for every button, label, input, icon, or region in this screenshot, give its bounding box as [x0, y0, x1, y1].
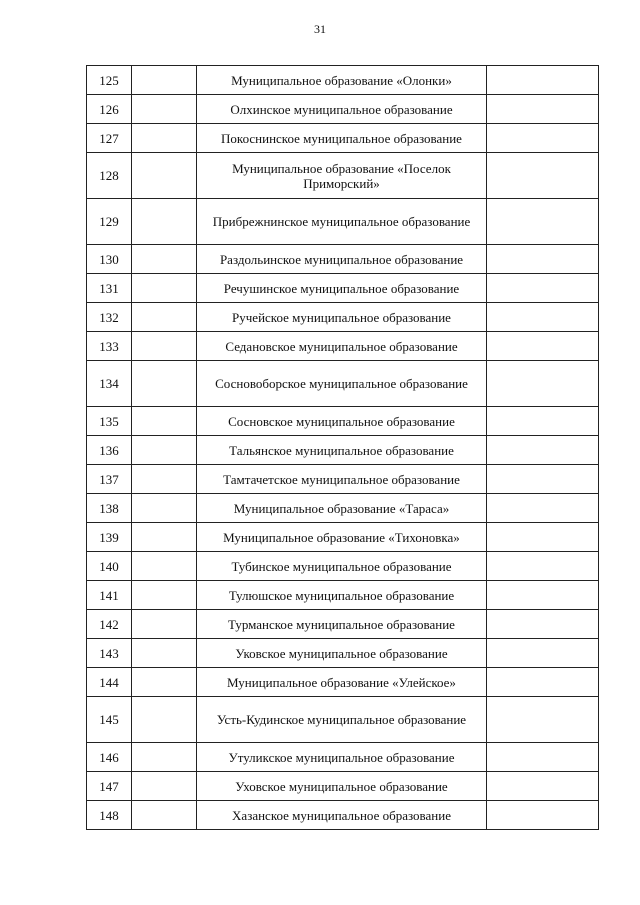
table-body [87, 66, 599, 830]
row-number-cell: 146 [87, 743, 132, 772]
municipality-name-cell: Муниципальное образование «Олонки» [197, 66, 487, 95]
municipality-name-cell: Муниципальное образование «Тараса» [197, 494, 487, 523]
row-number-cell: 147 [87, 772, 132, 801]
table-row [87, 245, 599, 274]
empty-cell [487, 199, 599, 245]
empty-cell [132, 494, 197, 523]
table-row [87, 303, 599, 332]
row-number-cell: 144 [87, 668, 132, 697]
table-row [87, 743, 599, 772]
table-row [87, 772, 599, 801]
empty-cell [132, 332, 197, 361]
empty-cell [487, 581, 599, 610]
empty-cell [132, 639, 197, 668]
row-number-cell: 136 [87, 436, 132, 465]
municipality-name-cell: Олхинское муниципальное образование [197, 95, 487, 124]
municipality-name-cell: Сосновоборское муниципальное образование [197, 361, 487, 407]
empty-cell [132, 801, 197, 830]
table-row [87, 801, 599, 830]
table-row [87, 581, 599, 610]
row-number-cell: 127 [87, 124, 132, 153]
empty-cell [132, 610, 197, 639]
row-number-cell: 126 [87, 95, 132, 124]
municipality-name-cell: Тубинское муниципальное образование [197, 552, 487, 581]
municipality-name-cell: Прибрежнинское муниципальное образование [197, 199, 487, 245]
empty-cell [487, 124, 599, 153]
row-number-cell: 133 [87, 332, 132, 361]
municipality-name-cell: Хазанское муниципальное образование [197, 801, 487, 830]
table-row [87, 668, 599, 697]
table-row [87, 361, 599, 407]
municipality-name-cell: Утуликское муниципальное образование [197, 743, 487, 772]
municipality-name-cell: Усть-Кудинское муниципальное образование [197, 697, 487, 743]
empty-cell [132, 436, 197, 465]
row-number-cell: 134 [87, 361, 132, 407]
row-number-cell: 145 [87, 697, 132, 743]
municipality-name-cell: Тулюшское муниципальное образование [197, 581, 487, 610]
empty-cell [132, 581, 197, 610]
empty-cell [132, 66, 197, 95]
table-row [87, 494, 599, 523]
row-number-cell: 138 [87, 494, 132, 523]
page-number: 31 [314, 22, 326, 36]
empty-cell [487, 743, 599, 772]
table-row [87, 697, 599, 743]
table-row [87, 610, 599, 639]
empty-cell [487, 639, 599, 668]
empty-cell [132, 465, 197, 494]
row-number-cell: 139 [87, 523, 132, 552]
municipality-name-cell: Тамтачетское муниципальное образование [197, 465, 487, 494]
municipality-name-cell: Раздольинское муниципальное образование [197, 245, 487, 274]
municipality-name-cell: Ручейское муниципальное образование [197, 303, 487, 332]
row-number-cell: 143 [87, 639, 132, 668]
empty-cell [487, 407, 599, 436]
table-row [87, 523, 599, 552]
empty-cell [487, 552, 599, 581]
empty-cell [132, 153, 197, 199]
empty-cell [487, 697, 599, 743]
empty-cell [132, 124, 197, 153]
empty-cell [487, 801, 599, 830]
empty-cell [132, 199, 197, 245]
municipality-name-cell: Тальянское муниципальное образование [197, 436, 487, 465]
municipality-name-cell: Муниципальное образование «Тихоновка» [197, 523, 487, 552]
empty-cell [132, 523, 197, 552]
row-number-cell: 148 [87, 801, 132, 830]
row-number-cell: 125 [87, 66, 132, 95]
municipality-name-cell: Сосновское муниципальное образование [197, 407, 487, 436]
row-number-cell: 132 [87, 303, 132, 332]
table-row [87, 436, 599, 465]
municipality-name-cell: Муниципальное образование «Поселок Приморский» [197, 153, 487, 199]
municipality-name-cell: Покоснинское муниципальное образование [197, 124, 487, 153]
empty-cell [487, 332, 599, 361]
row-number-cell: 131 [87, 274, 132, 303]
table-row [87, 124, 599, 153]
municipalities-table [86, 65, 599, 830]
table-row [87, 465, 599, 494]
empty-cell [487, 610, 599, 639]
table-row [87, 153, 599, 199]
table-row [87, 407, 599, 436]
row-number-cell: 128 [87, 153, 132, 199]
empty-cell [132, 668, 197, 697]
empty-cell [487, 153, 599, 199]
empty-cell [487, 494, 599, 523]
empty-cell [487, 523, 599, 552]
row-number-cell: 129 [87, 199, 132, 245]
empty-cell [132, 772, 197, 801]
table-row [87, 199, 599, 245]
empty-cell [132, 407, 197, 436]
municipality-name-cell: Турманское муниципальное образование [197, 610, 487, 639]
empty-cell [132, 552, 197, 581]
municipality-name-cell: Речушинское муниципальное образование [197, 274, 487, 303]
row-number-cell: 135 [87, 407, 132, 436]
empty-cell [487, 436, 599, 465]
table-row [87, 66, 599, 95]
municipality-name-cell: Уковское муниципальное образование [197, 639, 487, 668]
table-row [87, 639, 599, 668]
municipalities-table-container [86, 65, 599, 830]
empty-cell [132, 697, 197, 743]
table-row [87, 95, 599, 124]
empty-cell [132, 245, 197, 274]
empty-cell [132, 743, 197, 772]
table-row [87, 274, 599, 303]
empty-cell [487, 465, 599, 494]
municipality-name-cell: Муниципальное образование «Улейское» [197, 668, 487, 697]
empty-cell [487, 66, 599, 95]
empty-cell [487, 274, 599, 303]
table-row [87, 552, 599, 581]
empty-cell [132, 361, 197, 407]
empty-cell [487, 668, 599, 697]
municipality-name-cell: Уховское муниципальное образование [197, 772, 487, 801]
row-number-cell: 130 [87, 245, 132, 274]
empty-cell [132, 303, 197, 332]
row-number-cell: 141 [87, 581, 132, 610]
empty-cell [487, 303, 599, 332]
municipality-name-cell: Седановское муниципальное образование [197, 332, 487, 361]
table-row [87, 332, 599, 361]
row-number-cell: 137 [87, 465, 132, 494]
empty-cell [132, 274, 197, 303]
empty-cell [487, 95, 599, 124]
empty-cell [487, 772, 599, 801]
empty-cell [132, 95, 197, 124]
row-number-cell: 142 [87, 610, 132, 639]
row-number-cell: 140 [87, 552, 132, 581]
empty-cell [487, 361, 599, 407]
empty-cell [487, 245, 599, 274]
